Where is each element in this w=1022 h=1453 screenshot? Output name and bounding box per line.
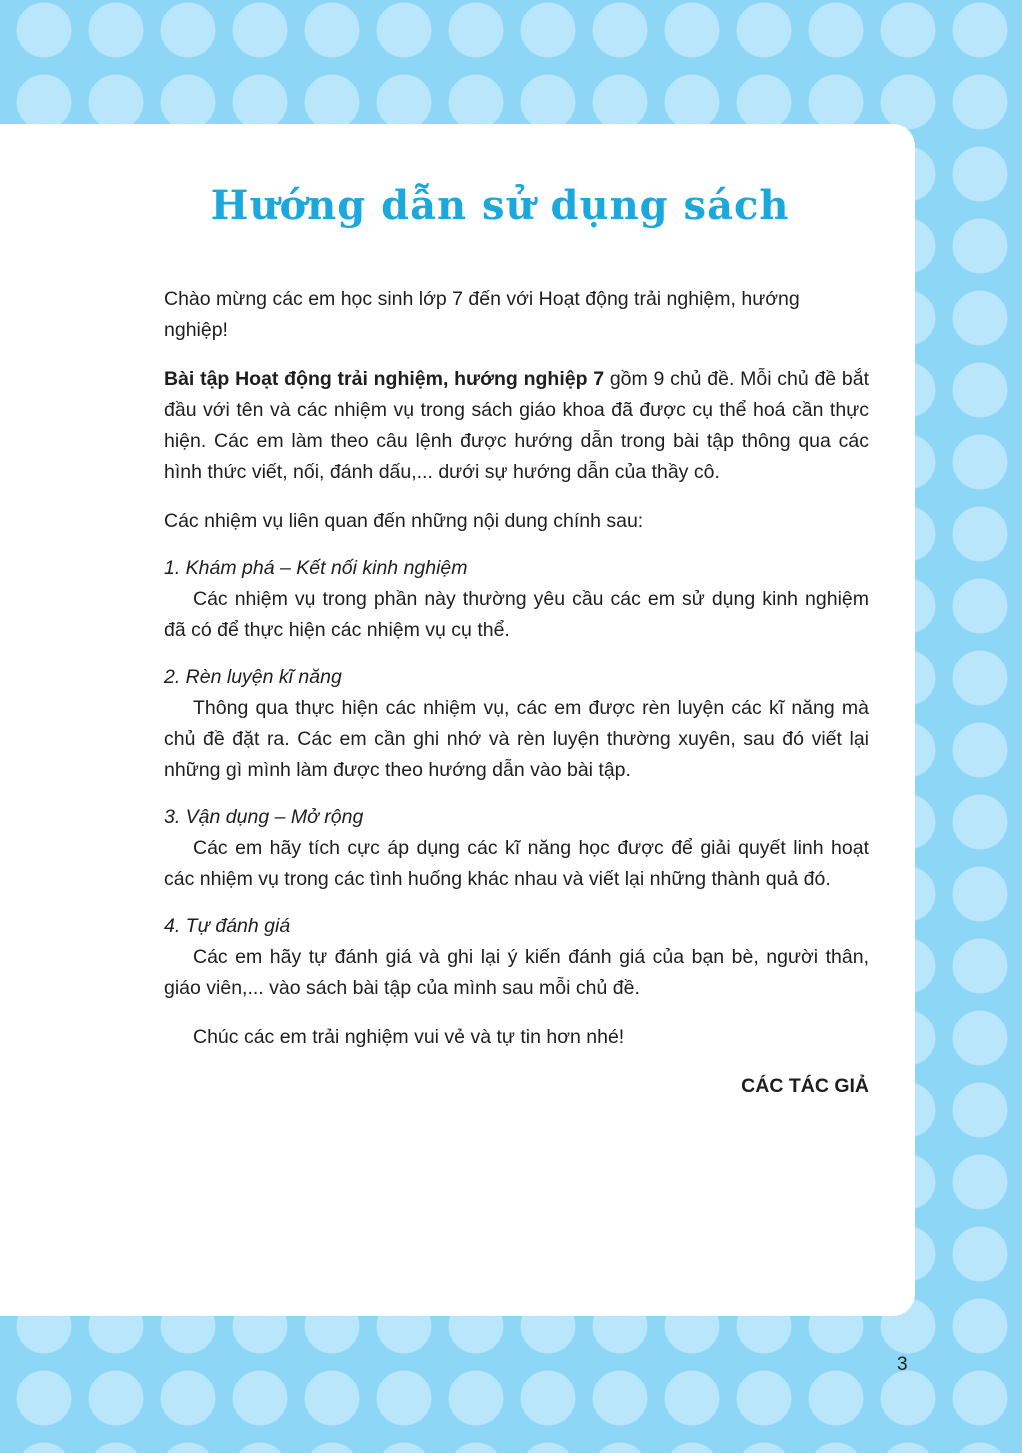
section-body: Thông qua thực hiện các nhiệm vụ, các em được rèn luyện các kĩ năng mà chủ đề đặt ra. Các em cần ghi nhớ và rèn luyện thường xuyên, sau đó viết lại những gì mình làm được theo hướng dẫn vào bài tập. xyxy=(164,697,869,781)
section-body: Các em hãy tích cực áp dụng các kĩ năng học được để giải quyết linh hoạt các nhiệm vụ trong các tình huống khác nhau và viết lại những thành quả đó. xyxy=(164,837,869,890)
page-content xyxy=(164,284,869,1102)
intro-text: gồm 9 chủ đề. Mỗi chủ đề bắt đầu với tên và các nhiệm vụ trong sách giáo khoa đã được cụ thể hoá cần thực hiện. Các em làm theo câu lệnh được hướng dẫn trong bài tập thông qua các hình thức viết, nối, đánh dấu,... dưới sự hướng dẫn của thầy cô. xyxy=(164,368,869,483)
greeting-paragraph: Chào mừng các em học sinh lớp 7 đến với Hoạt động trải nghiệm, hướng nghiệp! xyxy=(164,288,800,341)
section-title: 3. Vận dụng – Mở rộng xyxy=(164,806,364,828)
section-body: Các nhiệm vụ trong phần này thường yêu cầu các em sử dụng kinh nghiệm đã có để thực hiện các nhiệm vụ cụ thể. xyxy=(164,588,869,641)
closing-paragraph: Chúc các em trải nghiệm vui vẻ và tự tin hơn nhé! xyxy=(193,1026,625,1048)
book-title: Bài tập Hoạt động trải nghiệm, hướng nghiệp 7 xyxy=(164,368,605,390)
section-title: 1. Khám phá – Kết nối kinh nghiệm xyxy=(164,557,468,579)
section-body: Các em hãy tự đánh giá và ghi lại ý kiến đánh giá của bạn bè, người thân, giáo viên,... vào sách bài tập của mình sau mỗi chủ đề. xyxy=(164,946,869,999)
tasks-intro: Các nhiệm vụ liên quan đến những nội dung chính sau: xyxy=(164,510,644,532)
intro-paragraph xyxy=(164,364,869,488)
page-title: Hướng dẫn sử dụng sách xyxy=(210,182,790,229)
page-number: 3 xyxy=(897,1354,908,1375)
section-title: 4. Tự đánh giá xyxy=(164,915,291,937)
section-title: 2. Rèn luyện kĩ năng xyxy=(164,666,342,688)
signature: CÁC TÁC GIẢ xyxy=(741,1075,869,1097)
